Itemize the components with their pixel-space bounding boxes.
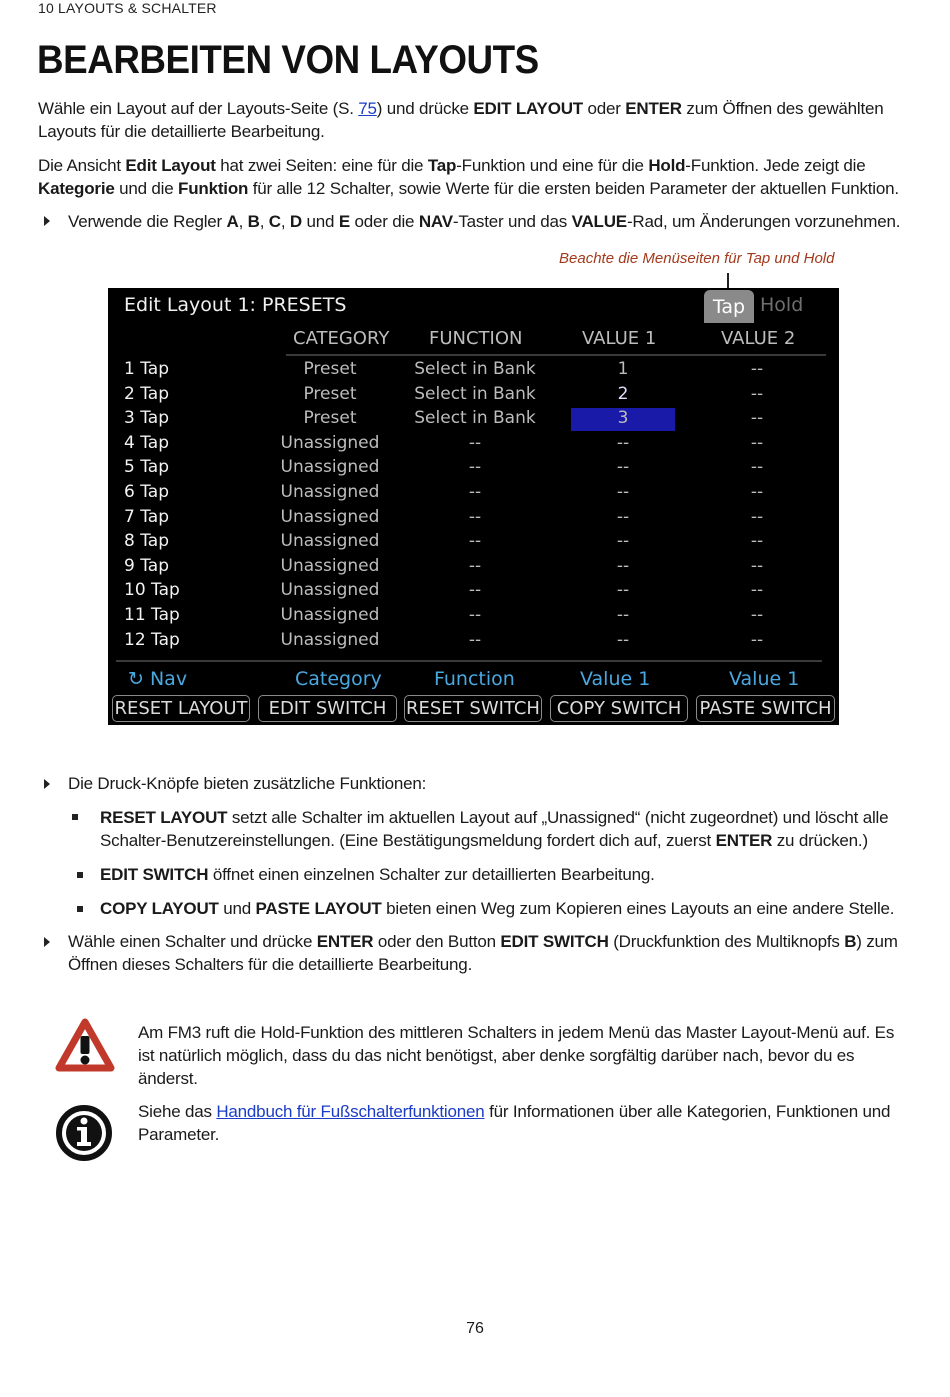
switch-value1: 3 bbox=[617, 408, 629, 429]
switch-name: 3 Tap bbox=[124, 408, 169, 429]
sub-bullet-edit-switch: EDIT SWITCH öffnet einen einzelnen Schalter zur detaillierten Bearbeitung. bbox=[100, 865, 655, 884]
switch-function: -- bbox=[468, 506, 482, 527]
switch-row[interactable] bbox=[108, 433, 839, 457]
rotate-icon: ↻ bbox=[128, 668, 144, 690]
bullet-triangle-icon bbox=[44, 216, 50, 226]
switch-row[interactable] bbox=[108, 630, 839, 654]
switch-function: -- bbox=[468, 605, 482, 625]
switch-category: Preset bbox=[303, 359, 357, 379]
sub-bullet-copy-layout: COPY LAYOUT und PASTE LAYOUT bieten einen Weg zum Kopieren eines Layouts an eine andere Stelle. bbox=[100, 899, 895, 918]
switch-name: 6 Tap bbox=[124, 482, 169, 502]
switch-row[interactable] bbox=[108, 482, 839, 506]
switch-category: Unassigned bbox=[280, 580, 380, 601]
switch-value1: -- bbox=[616, 580, 630, 601]
switch-function: -- bbox=[468, 482, 482, 502]
knob-value1-second[interactable]: Value 1 bbox=[729, 668, 800, 690]
warning-note: Am FM3 ruft die Hold-Funktion des mittleren Schalters in jedem Menü das Master Layout-Menü auf. Es ist natürlich möglich, dass du das nicht benötigst, aber denke sorgfältig darüber nach, bevor du es änderst. bbox=[138, 1023, 895, 1088]
info-icon bbox=[55, 1104, 113, 1167]
switch-category: Unassigned bbox=[280, 482, 380, 502]
switch-name: 11 Tap bbox=[124, 605, 180, 625]
switch-value1: 2 bbox=[617, 383, 629, 404]
switch-category: Unassigned bbox=[280, 605, 380, 625]
switch-function: Select in Bank bbox=[414, 408, 536, 429]
switch-category: Unassigned bbox=[280, 432, 380, 453]
reset-layout-button[interactable]: RESET LAYOUT bbox=[112, 695, 250, 722]
switch-name: 2 Tap bbox=[124, 383, 169, 404]
bullet-controls: Verwende die Regler A, B, C, D und E oder die NAV-Taster und das VALUE-Rad, um Änderungen vorzunehmen. bbox=[68, 212, 901, 231]
switch-name: 5 Tap bbox=[124, 457, 169, 478]
switch-row[interactable] bbox=[108, 457, 839, 481]
switch-name: 7 Tap bbox=[124, 506, 169, 527]
column-header-category: CATEGORY bbox=[293, 328, 390, 349]
knob-nav[interactable]: ↻ Nav bbox=[128, 668, 188, 690]
switch-row[interactable] bbox=[108, 359, 839, 383]
switch-name: 4 Tap bbox=[124, 432, 169, 453]
switch-row[interactable] bbox=[108, 556, 839, 580]
switch-value1: 1 bbox=[617, 359, 629, 379]
intro-paragraph: Wähle ein Layout auf der Layouts-Seite (S. 75) und drücke EDIT LAYOUT oder ENTER zum Öffnen des gewählten Layouts für die detaillierte Bearbeitung. bbox=[38, 99, 884, 141]
switch-value1: -- bbox=[616, 629, 630, 650]
switch-category: Unassigned bbox=[280, 457, 380, 478]
switch-value1: -- bbox=[616, 531, 630, 552]
switch-value2: -- bbox=[750, 408, 764, 429]
footer-divider bbox=[116, 660, 822, 662]
switch-row[interactable] bbox=[108, 507, 839, 531]
column-header-value2: VALUE 2 bbox=[721, 328, 796, 349]
bullet-select-switch: Wähle einen Schalter und drücke ENTER oder den Button EDIT SWITCH (Druckfunktion des Multiknopfs B) zum Öffnen dieses Schalters für die detaillierte Bearbeitung. bbox=[68, 932, 898, 974]
switch-value2: -- bbox=[750, 359, 764, 379]
switch-value1: -- bbox=[616, 432, 630, 453]
switch-category: Preset bbox=[303, 383, 357, 404]
switch-category: Unassigned bbox=[280, 531, 380, 552]
warning-icon bbox=[55, 1018, 115, 1079]
header-divider bbox=[286, 354, 826, 356]
switch-value1: -- bbox=[616, 506, 630, 527]
switch-value1: -- bbox=[616, 555, 630, 576]
annotation-pointer bbox=[727, 273, 729, 289]
switch-category: Unassigned bbox=[280, 555, 380, 576]
switch-value2: -- bbox=[750, 580, 764, 601]
switch-row[interactable] bbox=[108, 384, 839, 408]
switch-category: Unassigned bbox=[280, 506, 380, 527]
switch-value2: -- bbox=[750, 383, 764, 404]
switch-value2: -- bbox=[750, 629, 764, 650]
switch-value1: -- bbox=[616, 605, 630, 625]
tab-tap[interactable]: Tap bbox=[704, 290, 754, 323]
switch-value1: -- bbox=[616, 457, 630, 478]
switch-category: Unassigned bbox=[280, 629, 380, 650]
knob-category[interactable]: Category bbox=[295, 668, 382, 690]
switch-value2: -- bbox=[750, 605, 764, 625]
page-number: 76 bbox=[466, 1320, 484, 1337]
screen-title: Edit Layout 1: PRESETS bbox=[124, 294, 347, 316]
paste-switch-button[interactable]: PASTE SWITCH bbox=[696, 695, 835, 722]
bullet-square-icon bbox=[77, 872, 83, 878]
switch-function: Select in Bank bbox=[414, 383, 536, 404]
tab-hold[interactable]: Hold bbox=[760, 294, 804, 316]
column-header-value1: VALUE 1 bbox=[582, 328, 657, 349]
bullet-triangle-icon bbox=[44, 779, 50, 789]
switch-function: -- bbox=[468, 432, 482, 453]
switch-value2: -- bbox=[750, 531, 764, 552]
switch-value2: -- bbox=[750, 457, 764, 478]
page-link-75[interactable]: 75 bbox=[358, 99, 377, 118]
info-note: Siehe das Handbuch für Fußschalterfunktionen für Informationen über alle Kategorien, Funktionen und Parameter. bbox=[138, 1102, 891, 1144]
edit-layout-screen bbox=[108, 288, 839, 725]
switch-function: Select in Bank bbox=[414, 359, 536, 379]
switch-name: 12 Tap bbox=[124, 629, 180, 650]
knob-value1[interactable]: Value 1 bbox=[580, 668, 651, 690]
bullet-square-icon bbox=[72, 814, 78, 820]
switch-value2: -- bbox=[750, 432, 764, 453]
reset-switch-button[interactable]: RESET SWITCH bbox=[404, 695, 542, 722]
switch-function: -- bbox=[468, 555, 482, 576]
switch-name: 10 Tap bbox=[124, 580, 180, 601]
switch-category: Preset bbox=[303, 408, 357, 429]
switch-function: -- bbox=[468, 629, 482, 650]
switch-function: -- bbox=[468, 531, 482, 552]
footswitch-manual-link[interactable]: Handbuch für Fußschalterfunktionen bbox=[216, 1102, 485, 1121]
description-paragraph: Die Ansicht Edit Layout hat zwei Seiten: eine für die Tap-Funktion und eine für die Hold-Funktion. Jede zeigt die Kategorie und die Funktion für alle 12 Schalter, sowie Werte für die ersten beiden Parameter der aktuellen Funktion. bbox=[38, 156, 899, 198]
switch-function: -- bbox=[468, 457, 482, 478]
switch-function: -- bbox=[468, 580, 482, 601]
switch-value2: -- bbox=[750, 482, 764, 502]
page-title: BEARBEITEN VON LAYOUTS bbox=[37, 38, 539, 82]
switch-value2: -- bbox=[750, 506, 764, 527]
bullet-triangle-icon bbox=[44, 937, 50, 947]
bullet-buttons: Die Druck-Knöpfe bieten zusätzliche Funktionen: bbox=[68, 774, 427, 793]
bullet-square-icon bbox=[77, 906, 83, 912]
switch-value1: -- bbox=[616, 482, 630, 502]
switch-value2: -- bbox=[750, 555, 764, 576]
edit-switch-button[interactable]: EDIT SWITCH bbox=[258, 695, 397, 722]
sub-bullet-reset-layout: RESET LAYOUT setzt alle Schalter im aktuellen Layout auf „Unassigned“ (nicht zugeordnet) und löscht alle Schalter-Benutzereinstellungen. (Eine Bestätigungsmeldung fordert dich auf, zuerst ENTER zu drücken.) bbox=[100, 808, 889, 850]
switch-row[interactable] bbox=[108, 580, 839, 604]
copy-switch-button[interactable]: COPY SWITCH bbox=[550, 695, 688, 722]
switch-row[interactable] bbox=[108, 408, 839, 432]
knob-function[interactable]: Function bbox=[434, 668, 515, 690]
switch-row[interactable] bbox=[108, 605, 839, 629]
switch-row[interactable] bbox=[108, 531, 839, 555]
screen-annotation: Beachte die Menüseiten für Tap und Hold bbox=[559, 250, 835, 267]
switch-name: 8 Tap bbox=[124, 531, 169, 552]
running-header: 10 LAYOUTS & SCHALTER bbox=[38, 0, 217, 16]
column-header-function: FUNCTION bbox=[429, 328, 523, 349]
switch-name: 1 Tap bbox=[124, 359, 169, 379]
switch-name: 9 Tap bbox=[124, 555, 169, 576]
